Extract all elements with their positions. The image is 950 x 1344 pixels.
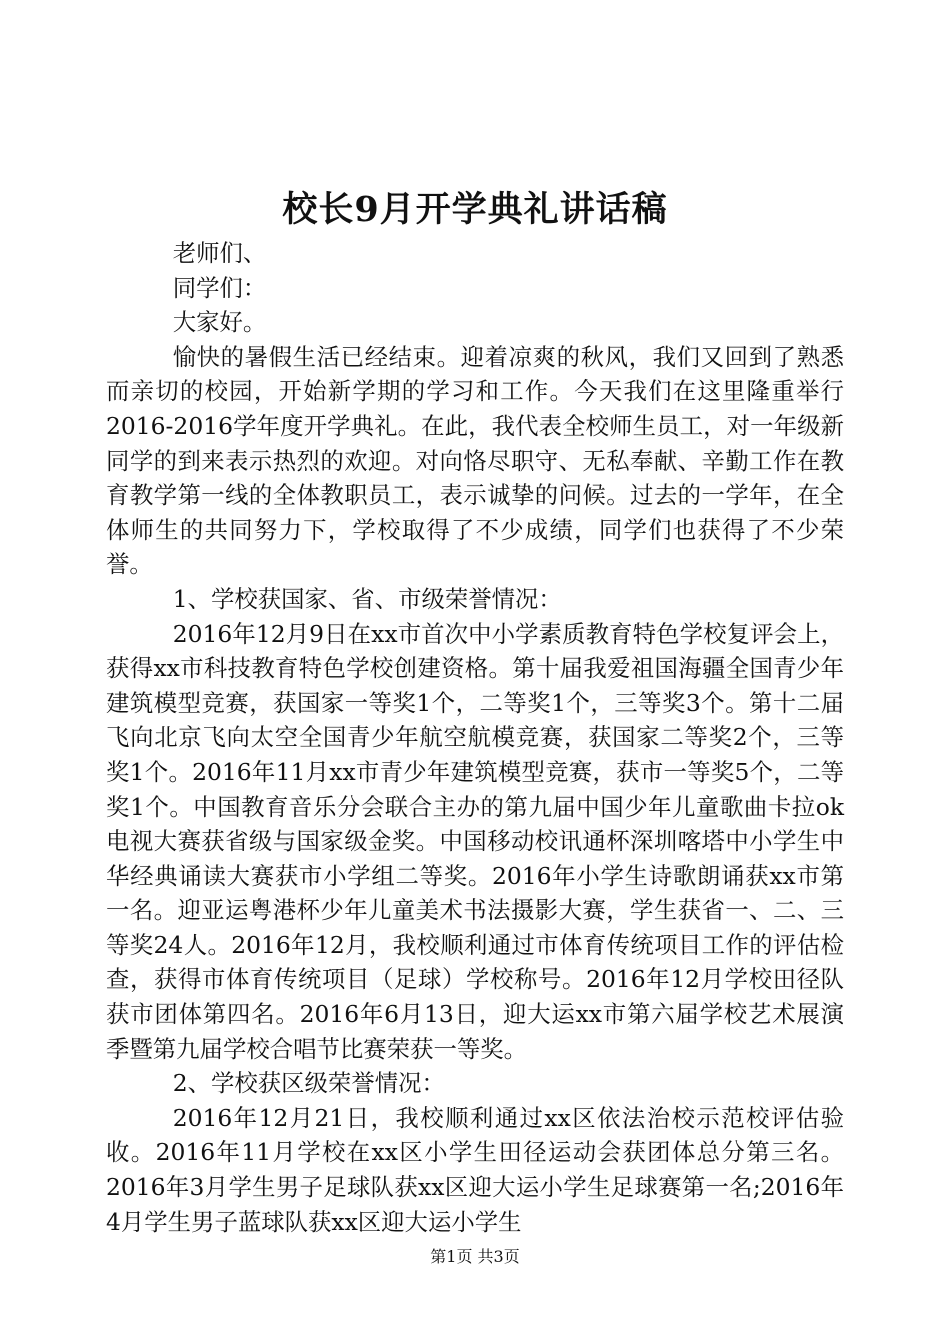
page-number-footer: 第1页 共3页 [430,1247,520,1266]
paragraph-district-honors: 2016年12月21日，我校顺利通过xx区依法治校示范校评估验收。2016年11月学校在xx区小学生田径运动会获团体总分第三名。2016年3月学生男子足球队获xx区迎大运小学生足球赛第一名;2016年4月学生男子蓝球队获xx区迎大运小学生 [106,1103,844,1236]
document-title: 校长9月开学典礼讲话稿 [282,189,668,230]
paragraph-national-honors: 2016年12月9日在xx市首次中小学素质教育特色学校复评会上，获得xx市科技教育特色学校创建资格。第十届我爱祖国海疆全国青少年建筑模型竞赛，获国家一等奖1个，二等奖1个，三等奖3个。第十二届飞向北京飞向太空全国青少年航空航模竞赛，获国家二等奖2个，三等奖1个。2016年11月xx市青少年建筑模型竞赛，获市一等奖5个，二等奖1个。中国教育音乐分会联合主办的第九届中国少年儿童歌曲卡拉ok电视大赛获省级与国家级金奖。中国移动校讯通杯深圳喀塔中小学生中华经典诵读大赛获市小学组二等奖。2016年小学生诗歌朗诵获xx市第一名。迎亚运粤港杯少年儿童美术书法摄影大赛，学生获省一、二、三等奖24人。2016年12月，我校顺利通过市体育传统项目工作的评估检查，获得市体育传统项目（足球）学校称号。2016年12月学校田径队获市团体第四名。2016年6月13日，迎大运xx市第六届学校艺术展演季暨第九届学校合唱节比赛荣获一等奖。 [106,619,844,1063]
paragraph-greeting-all: 大家好。 [172,308,267,337]
paragraph-greeting-teachers: 老师们、 [172,239,267,267]
section-heading-national-honors: 1、学校获国家、省、市级荣誉情况： [172,584,562,613]
section-heading-district-honors: 2、学校获区级荣誉情况： [172,1069,445,1098]
paragraph-intro: 愉快的暑假生活已经结束。迎着凉爽的秋风，我们又回到了熟悉而亲切的校园，开始新学期的学习和工作。今天我们在这里隆重举行2016-2016学年度开学典礼。在此，我代表全校师生员工，对一年级新同学的到来表示热烈的欢迎。对向恪尽职守、无私奉献、辛勤工作在教育教学第一线的全体教职员工，表示诚挚的问候。过去的一学年，在全体师生的共同努力下，学校取得了不少成绩，同学们也获得了不少荣誉。 [106,342,844,579]
paragraph-greeting-students: 同学们： [172,273,267,302]
document-body [106,236,844,1239]
